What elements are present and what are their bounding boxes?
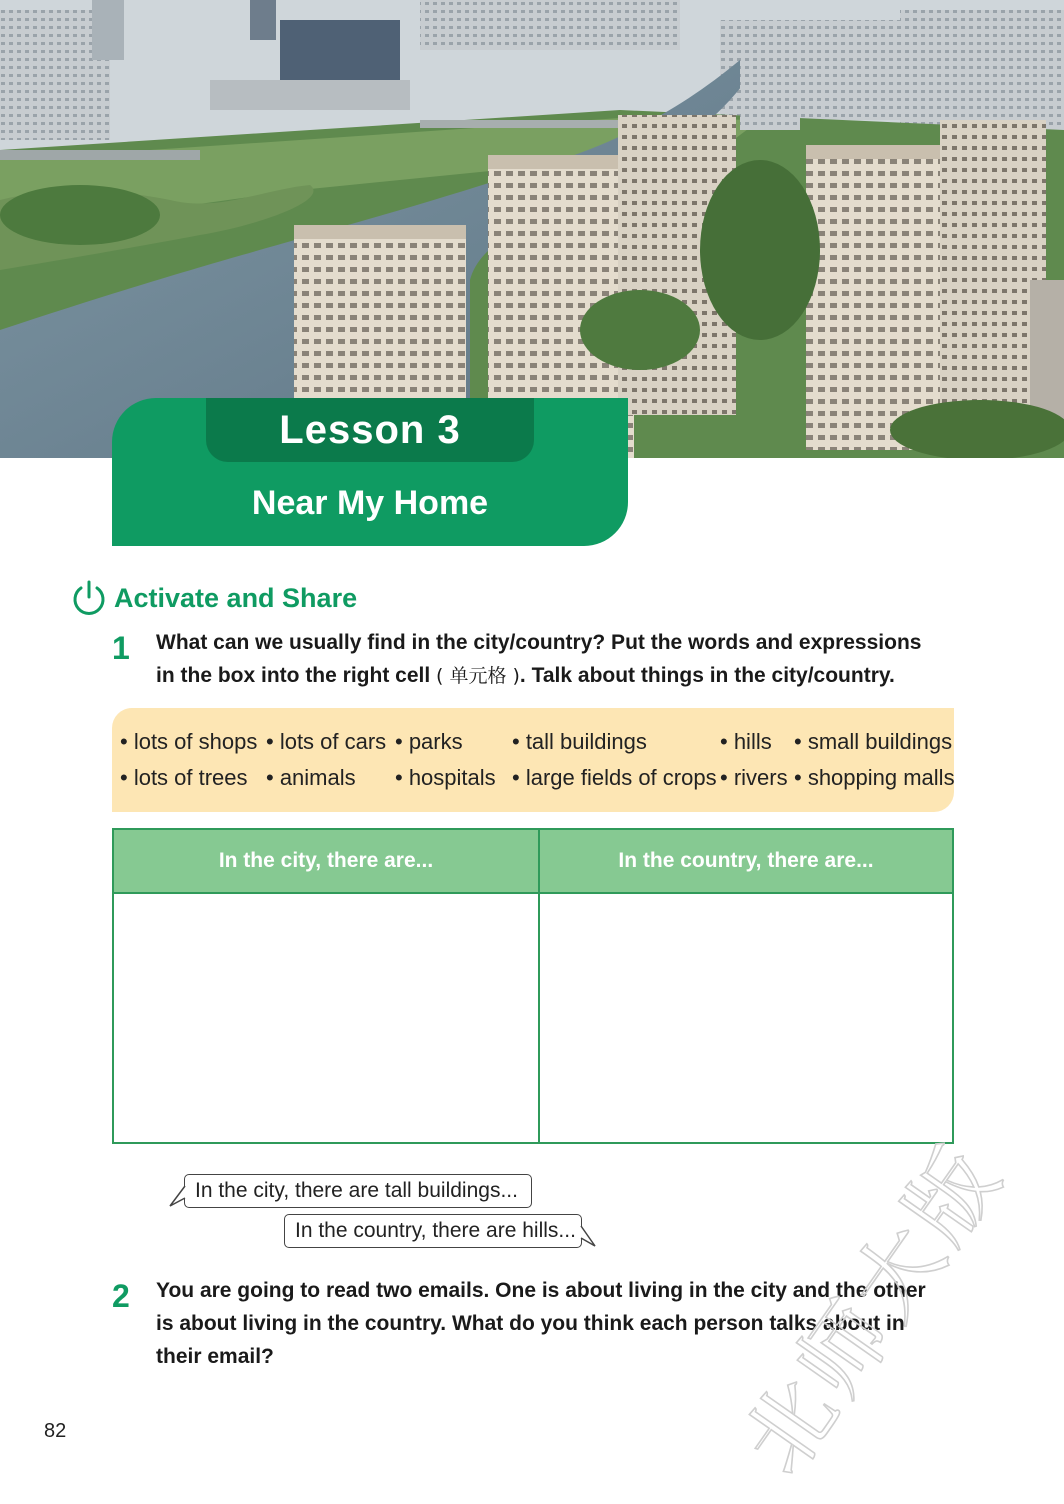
speech-bubble-country-text: In the country, there are hills... [295,1219,576,1242]
question-2-line-1: You are going to read two emails. One is about living in the city and the other [156,1279,926,1302]
question-2-number: 2 [112,1278,130,1314]
page-number: 82 [44,1420,67,1442]
word-item: • hills [720,729,772,754]
question-1-line-2b: . Talk about things in the city/country. [519,664,895,687]
word-box [112,708,954,812]
word-item: • rivers [720,765,788,790]
speech-bubble-city-text: In the city, there are tall buildings... [195,1179,518,1202]
table-cell-city[interactable] [114,894,538,1142]
section-heading [70,578,357,618]
speech-bubble-tail-left [168,1184,188,1210]
word-item: • tall buildings [512,729,647,754]
word-item: • lots of cars [266,729,387,754]
power-icon [70,579,108,617]
word-item: • lots of shops [120,729,258,754]
speech-bubble-city [184,1174,532,1208]
table-header-city: In the city, there are... [218,849,434,872]
section-title: Activate and Share [114,582,358,613]
question-2-line-2: is about living in the country. What do you think each person talks about in [156,1312,905,1335]
table-cell-country[interactable] [540,894,952,1142]
speech-bubble-tail-right [578,1224,598,1250]
question-2-text [156,1274,956,1373]
lesson-subtitle: Near My Home [251,483,489,522]
word-item: • small buildings [794,729,953,754]
question-1-line-1: What can we usually find in the city/country? Put the words and expressions [156,631,922,654]
speech-bubble-country [284,1214,582,1248]
hero-photo [0,0,1064,458]
word-item: • large fields of crops [512,765,717,790]
city-country-table [112,828,954,1144]
question-2-line-3: their email? [156,1345,274,1368]
question-1-line-2a: in the box into the right cell [156,664,431,687]
question-1-cn-gloss: ( 单元格 ) [436,665,520,687]
word-item: • lots of trees [120,765,248,790]
question-1-number: 1 [112,630,130,666]
word-item: • hospitals [395,765,496,790]
word-item: • animals [266,765,356,790]
table-header-country: In the country, there are... [618,849,874,872]
word-item: • shopping malls [794,765,955,790]
watermark-text: 北师大版 [722,1124,1023,1493]
question-1-text [156,626,956,693]
word-item: • parks [395,729,463,754]
question-1-line-2 [156,659,956,693]
lesson-title: Lesson 3 [279,407,461,452]
lesson-number-tab [206,398,534,462]
